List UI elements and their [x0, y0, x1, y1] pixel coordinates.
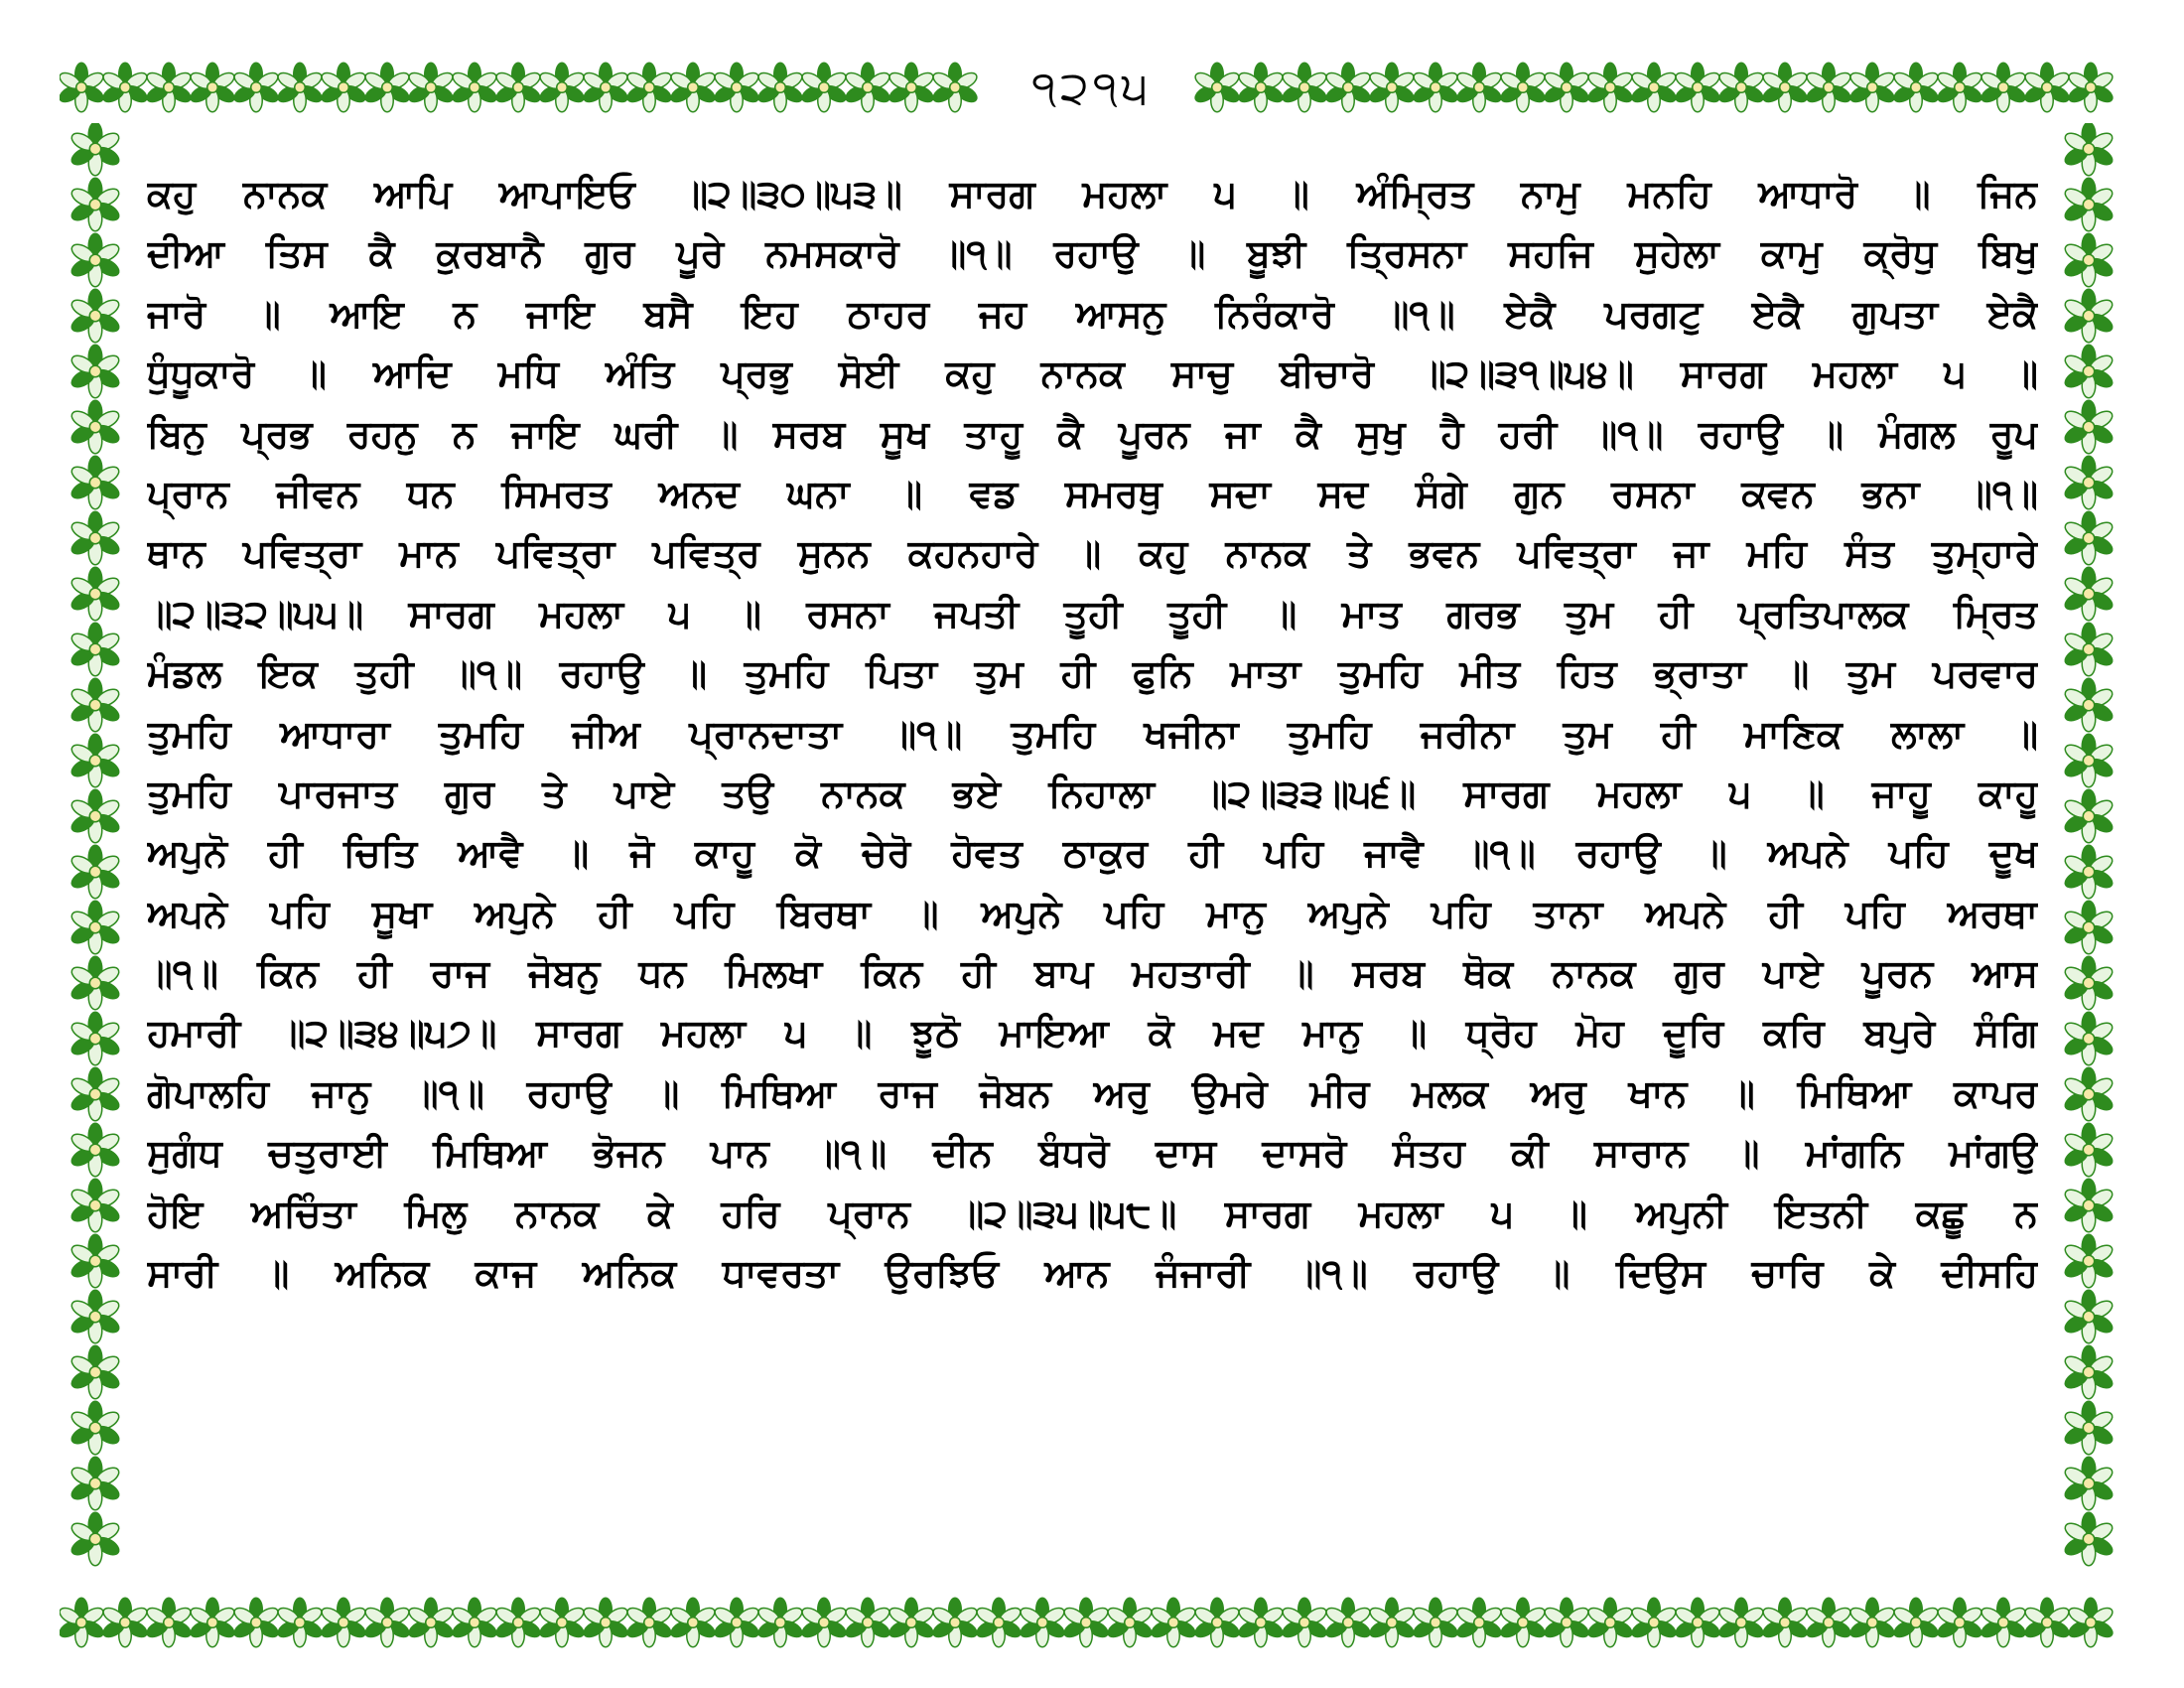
- flower-icon: [144, 1598, 193, 1646]
- left-flower-border: [60, 123, 131, 1587]
- text-line: ਅਪਨੇ ਪਹਿ ਸੂਖਾ ਅਪੁਨੇ ਹੀ ਪਹਿ ਬਿਰਥਾ ॥ ਅਪੁਨੇ ਪਹਿ ਮਾਨੁ ਅਪੁਨੇ ਪਹਿ ਤਾਨਾ ਅਪਨੇ ਹੀ ਪਹਿ ਅਰਥਾ: [147, 891, 2038, 935]
- flower-icon: [68, 345, 121, 398]
- flower-icon: [68, 123, 121, 176]
- flower-icon: [68, 1290, 121, 1343]
- flower-icon: [68, 734, 121, 787]
- flower-icon: [68, 1179, 121, 1232]
- flower-icon: [1367, 1598, 1416, 1646]
- flower-icon: [1105, 1598, 1154, 1646]
- flower-icon: [2062, 567, 2115, 621]
- text-line: ਤੁਮਹਿ ਆਧਾਰਾ ਤੁਮਹਿ ਜੀਅ ਪ੍ਰਾਨਦਾਤਾ ॥੧॥ ਤੁਮਹਿ ਖਜੀਨਾ ਤੁਮਹਿ ਜਰੀਨਾ ਤੁਮ ਹੀ ਮਾਣਿਕ ਲਾਲਾ ॥: [147, 711, 2038, 756]
- flower-icon: [1891, 63, 1940, 111]
- flower-icon: [68, 456, 121, 509]
- flower-icon: [68, 789, 121, 843]
- flower-icon: [2062, 456, 2115, 509]
- flower-icon: [68, 567, 121, 621]
- flower-icon: [450, 63, 498, 111]
- flower-icon: [1585, 1598, 1634, 1646]
- flower-icon: [1280, 63, 1328, 111]
- flower-icon: [1585, 63, 1634, 111]
- flower-icon: [1935, 1598, 1983, 1646]
- flower-icon: [1979, 63, 2027, 111]
- flower-icon: [1629, 63, 1678, 111]
- flower-icon: [319, 63, 367, 111]
- flower-icon: [2062, 734, 2115, 787]
- flower-icon: [275, 1598, 324, 1646]
- flower-icon: [1760, 1598, 1809, 1646]
- flower-icon: [1236, 1598, 1285, 1646]
- flower-icon: [68, 956, 121, 1010]
- flower-icon: [68, 400, 121, 454]
- flower-icon: [1236, 63, 1285, 111]
- flower-icon: [1454, 63, 1503, 111]
- text-line: ਧੁੰਧੂਕਾਰੋ ॥ ਆਦਿ ਮਧਿ ਅੰਤਿ ਪ੍ਰਭੁ ਸੋਈ ਕਹੁ ਨਾਨਕ ਸਾਚੁ ਬੀਚਾਰੋ ॥੨॥੩੧॥੫੪॥ ਸਾਰਗ ਮਹਲਾ ੫ ॥: [147, 352, 2038, 396]
- flower-icon: [2062, 1179, 2115, 1232]
- flower-icon: [68, 1123, 121, 1177]
- flower-icon: [493, 63, 542, 111]
- flower-icon: [668, 1598, 717, 1646]
- flower-icon: [1149, 1598, 1197, 1646]
- flower-icon: [2062, 678, 2115, 732]
- flower-icon: [68, 1401, 121, 1455]
- text-line: ਥਾਨ ਪਵਿਤ੍ਰਾ ਮਾਨ ਪਵਿਤ੍ਰਾ ਪਵਿਤ੍ਰ ਸੁਨਨ ਕਹਨਹਾਰੇ ॥ ਕਹੁ ਨਾਨਕ ਤੇ ਭਵਨ ਪਵਿਤ੍ਰਾ ਜਾ ਮਹਿ ਸੰਤ ਤੁਮ੍ਹਾਰੇ: [147, 531, 2038, 576]
- text-line: ਹੋਇ ਅਚਿੰਤਾ ਮਿਲੁ ਨਾਨਕ ਕੇ ਹਰਿ ਪ੍ਰਾਨ ॥੨॥੩੫॥੫੮॥ ਸਾਰਗ ਮਹਲਾ ੫ ॥ ਅਪੁਨੀ ਇਤਨੀ ਕਛੂ ਨ: [147, 1191, 2038, 1235]
- flower-icon: [2062, 123, 2115, 176]
- text-line: ਸੁਗੰਧ ਚਤੁਰਾਈ ਮਿਥਿਆ ਭੋਜਨ ਪਾਨ ॥੧॥ ਦੀਨ ਬੰਧਰੋ ਦਾਸ ਦਾਸਰੋ ਸੰਤਹ ਕੀ ਸਾਰਾਨ ॥ ਮਾਂਗਨਿ ਮਾਂਗਉ: [147, 1131, 2038, 1176]
- flower-icon: [2062, 511, 2115, 565]
- flower-icon: [2022, 1598, 2071, 1646]
- flower-icon: [755, 63, 804, 111]
- flower-icon: [799, 1598, 848, 1646]
- flower-icon: [887, 1598, 935, 1646]
- flower-icon: [624, 1598, 673, 1646]
- flower-icon: [1673, 1598, 1721, 1646]
- flower-icon: [930, 1598, 979, 1646]
- flower-icon: [2062, 289, 2115, 343]
- flower-icon: [1542, 63, 1590, 111]
- flower-icon: [2062, 1457, 2115, 1510]
- flower-icon: [68, 178, 121, 231]
- flower-icon: [581, 63, 629, 111]
- flower-icon: [1804, 1598, 1852, 1646]
- text-line: ਗੋਪਾਲਹਿ ਜਾਨੁ ॥੧॥ ਰਹਾਉ ॥ ਮਿਥਿਆ ਰਾਜ ਜੋਬਨ ਅਰੁ ਉਮਰੇ ਮੀਰ ਮਲਕ ਅਰੁ ਖਾਨ ॥ ਮਿਥਿਆ ਕਾਪਰ: [147, 1070, 2038, 1115]
- flower-icon: [1673, 63, 1721, 111]
- flower-icon: [362, 1598, 411, 1646]
- flower-icon: [1847, 63, 1896, 111]
- flower-icon: [1716, 63, 1765, 111]
- flower-icon: [144, 63, 193, 111]
- flower-icon: [188, 1598, 236, 1646]
- flower-icon: [231, 1598, 280, 1646]
- flower-icon: [2066, 1598, 2115, 1646]
- flower-icon: [450, 1598, 498, 1646]
- flower-icon: [68, 511, 121, 565]
- flower-icon: [60, 1598, 106, 1646]
- flower-icon: [930, 63, 979, 111]
- flower-icon: [68, 845, 121, 899]
- flower-icon: [537, 1598, 586, 1646]
- flower-icon: [1979, 1598, 2027, 1646]
- flower-icon: [2062, 1512, 2115, 1566]
- flower-icon: [1935, 63, 1983, 111]
- flower-icon: [68, 623, 121, 676]
- flower-icon: [843, 1598, 891, 1646]
- flower-icon: [319, 1598, 367, 1646]
- flower-icon: [68, 901, 121, 954]
- scripture-text: [147, 164, 2038, 1303]
- flower-icon: [68, 289, 121, 343]
- flower-icon: [712, 63, 760, 111]
- flower-icon: [974, 1598, 1023, 1646]
- flower-icon: [2062, 1290, 2115, 1343]
- text-line: ਅਪੁਨੋ ਹੀ ਚਿਤਿ ਆਵੈ ॥ ਜੋ ਕਾਹੂ ਕੋ ਚੇਰੋ ਹੋਵਤ ਠਾਕੁਰ ਹੀ ਪਹਿ ਜਾਵੈ ॥੧॥ ਰਹਾਉ ॥ ਅਪਨੇ ਪਹਿ ਦੂਖ: [147, 831, 2038, 876]
- flower-icon: [2062, 845, 2115, 899]
- text-line: ॥੨॥੩੨॥੫੫॥ ਸਾਰਗ ਮਹਲਾ ੫ ॥ ਰਸਨਾ ਜਪਤੀ ਤੂਹੀ ਤੂਹੀ ॥ ਮਾਤ ਗਰਭ ਤੁਮ ਹੀ ਪ੍ਰਤਿਪਾਲਕ ਮ੍ਰਿਤ: [147, 591, 2038, 635]
- flower-icon: [1498, 63, 1547, 111]
- flower-icon: [68, 1012, 121, 1065]
- flower-icon: [1018, 1598, 1066, 1646]
- page-number: ੧੨੧੫: [993, 58, 1191, 117]
- bottom-flower-border: [60, 1587, 2124, 1658]
- flower-icon: [68, 1067, 121, 1121]
- text-line: ਹਮਾਰੀ ॥੨॥੩੪॥੫੭॥ ਸਾਰਗ ਮਹਲਾ ੫ ॥ ਝੂਠੋ ਮਾਇਆ ਕੋ ਮਦ ਮਾਨੁ ॥ ਧ੍ਰੋਹ ਮੋਹ ਦੂਰਿ ਕਰਿ ਬਪੁਰੇ ਸੰਗਿ: [147, 1011, 2038, 1055]
- flower-icon: [1454, 1598, 1503, 1646]
- flower-icon: [1323, 63, 1372, 111]
- flower-icon: [2062, 178, 2115, 231]
- text-line: ਮੰਡਲ ਇਕ ਤੁਹੀ ॥੧॥ ਰਹਾਉ ॥ ਤੁਮਹਿ ਪਿਤਾ ਤੁਮ ਹੀ ਫੁਨਿ ਮਾਤਾ ਤੁਮਹਿ ਮੀਤ ਹਿਤ ਭ੍ਰਾਤਾ ॥ ਤੁਮ ਪਰਵਾਰ: [147, 651, 2038, 696]
- text-line: ਬਿਨੁ ਪ੍ਰਭ ਰਹਨੁ ਨ ਜਾਇ ਘਰੀ ॥ ਸਰਬ ਸੂਖ ਤਾਹੂ ਕੈ ਪੂਰਨ ਜਾ ਕੈ ਸੁਖੁ ਹੈ ਹਰੀ ॥੧॥ ਰਹਾਉ ॥ ਮੰਗਲ ਰੂਪ: [147, 411, 2038, 456]
- flower-icon: [1891, 1598, 1940, 1646]
- flower-icon: [1411, 1598, 1459, 1646]
- flower-icon: [2062, 345, 2115, 398]
- flower-icon: [755, 1598, 804, 1646]
- flower-icon: [1847, 1598, 1896, 1646]
- flower-icon: [2062, 1012, 2115, 1065]
- flower-icon: [2062, 901, 2115, 954]
- flower-icon: [100, 1598, 149, 1646]
- flower-icon: [60, 63, 106, 111]
- flower-icon: [1280, 1598, 1328, 1646]
- flower-icon: [68, 1512, 121, 1566]
- flower-icon: [2062, 623, 2115, 676]
- flower-icon: [1367, 63, 1416, 111]
- flower-icon: [68, 1345, 121, 1399]
- flower-icon: [68, 1457, 121, 1510]
- flower-icon: [68, 233, 121, 287]
- flower-icon: [1629, 1598, 1678, 1646]
- flower-icon: [2062, 1345, 2115, 1399]
- flower-icon: [581, 1598, 629, 1646]
- flower-icon: [668, 63, 717, 111]
- flower-icon: [1192, 1598, 1241, 1646]
- flower-icon: [1411, 63, 1459, 111]
- flower-icon: [362, 63, 411, 111]
- flower-icon: [1804, 63, 1852, 111]
- flower-icon: [2062, 956, 2115, 1010]
- text-line: ਜਾਰੋ ॥ ਆਇ ਨ ਜਾਇ ਬਸੈ ਇਹ ਠਾਹਰ ਜਹ ਆਸਨੁ ਨਿਰੰਕਾਰੋ ॥੧॥ ਏਕੈ ਪਰਗਟੁ ਏਕੈ ਗੁਪਤਾ ਏਕੈ: [147, 291, 2038, 336]
- flower-icon: [1498, 1598, 1547, 1646]
- flower-icon: [712, 1598, 760, 1646]
- flower-icon: [2062, 1401, 2115, 1455]
- flower-icon: [1760, 63, 1809, 111]
- flower-icon: [2062, 1123, 2115, 1177]
- text-line: ਕਹੁ ਨਾਨਕ ਆਪਿ ਆਪਾਇਓ ॥੨॥੩੦॥੫੩॥ ਸਾਰਗ ਮਹਲਾ ੫ ॥ ਅੰਮ੍ਰਿਤ ਨਾਮੁ ਮਨਹਿ ਆਧਾਰੋ ॥ ਜਿਨ: [147, 172, 2038, 215]
- flower-icon: [537, 63, 586, 111]
- flower-icon: [1716, 1598, 1765, 1646]
- flower-icon: [1061, 1598, 1110, 1646]
- flower-icon: [275, 63, 324, 111]
- flower-icon: [68, 678, 121, 732]
- flower-icon: [2022, 63, 2071, 111]
- flower-icon: [2062, 1067, 2115, 1121]
- flower-icon: [1323, 1598, 1372, 1646]
- flower-icon: [68, 1234, 121, 1288]
- text-line: ਸਾਰੀ ॥ ਅਨਿਕ ਕਾਜ ਅਨਿਕ ਧਾਵਰਤਾ ਉਰਝਿਓ ਆਨ ਜੰਜਾਰੀ ॥੧॥ ਰਹਾਉ ॥ ਦਿਉਸ ਚਾਰਿ ਕੇ ਦੀਸਹਿ: [147, 1251, 2038, 1296]
- flower-icon: [1192, 63, 1241, 111]
- flower-icon: [406, 1598, 455, 1646]
- flower-icon: [799, 63, 848, 111]
- text-line: ਪ੍ਰਾਨ ਜੀਵਨ ਧਨ ਸਿਮਰਤ ਅਨਦ ਘਨਾ ॥ ਵਡ ਸਮਰਥੁ ਸਦਾ ਸਦ ਸੰਗੇ ਗੁਨ ਰਸਨਾ ਕਵਨ ਭਨਾ ॥੧॥: [147, 471, 2038, 515]
- flower-icon: [2062, 233, 2115, 287]
- flower-icon: [493, 1598, 542, 1646]
- flower-icon: [188, 63, 236, 111]
- flower-icon: [2062, 1234, 2115, 1288]
- flower-icon: [2062, 400, 2115, 454]
- text-line: ॥੧॥ ਕਿਨ ਹੀ ਰਾਜ ਜੋਬਨੁ ਧਨ ਮਿਲਖਾ ਕਿਨ ਹੀ ਬਾਪ ਮਹਤਾਰੀ ॥ ਸਰਬ ਥੋਕ ਨਾਨਕ ਗੁਰ ਪਾਏ ਪੂਰਨ ਆਸ: [147, 951, 2038, 996]
- flower-icon: [1542, 1598, 1590, 1646]
- flower-icon: [231, 63, 280, 111]
- text-line: ਤੁਮਹਿ ਪਾਰਜਾਤ ਗੁਰ ਤੇ ਪਾਏ ਤਉ ਨਾਨਕ ਭਏ ਨਿਹਾਲਾ ॥੨॥੩੩॥੫੬॥ ਸਾਰਗ ਮਹਲਾ ੫ ॥ ਜਾਹੂ ਕਾਹੂ: [147, 771, 2038, 815]
- text-line: ਦੀਆ ਤਿਸ ਕੈ ਕੁਰਬਾਨੈ ਗੁਰ ਪੂਰੇ ਨਮਸਕਾਰੋ ॥੧॥ ਰਹਾਉ ॥ ਬੂਝੀ ਤ੍ਰਿਸਨਾ ਸਹਜਿ ਸੁਹੇਲਾ ਕਾਮੁ ਕ੍ਰੋਧੁ ਬਿਖੁ: [147, 231, 2038, 276]
- right-flower-border: [2053, 123, 2124, 1587]
- flower-icon: [406, 63, 455, 111]
- flower-icon: [887, 63, 935, 111]
- flower-icon: [100, 63, 149, 111]
- flower-icon: [624, 63, 673, 111]
- flower-icon: [843, 63, 891, 111]
- flower-icon: [2066, 63, 2115, 111]
- flower-icon: [2062, 789, 2115, 843]
